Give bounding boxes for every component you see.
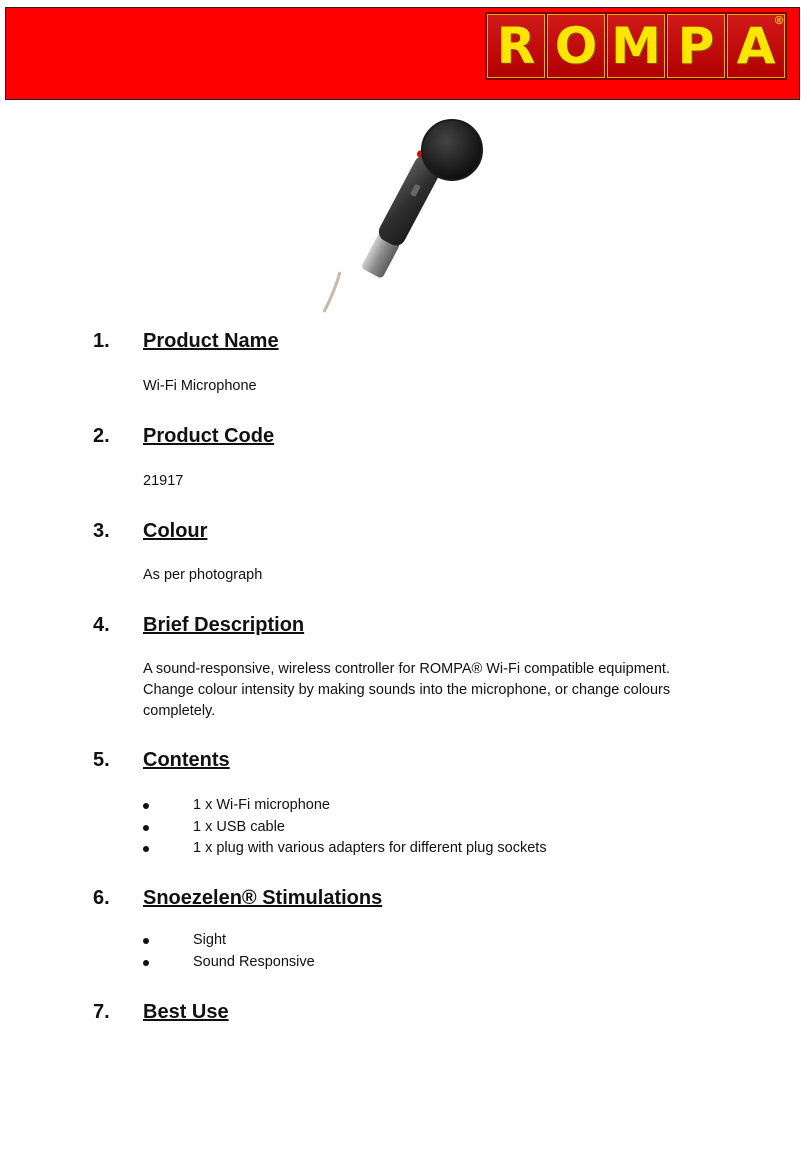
section-brief-description — [0, 614, 808, 642]
list-item: 1 x Wi-Fi microphone — [143, 795, 547, 817]
section-number: 4. — [93, 614, 110, 636]
product-code-value: 21917 — [143, 473, 184, 489]
logo-tile: A — [727, 14, 785, 78]
description-line: Change colour intensity by making sounds into the microphone, or change colours — [143, 682, 671, 698]
section-product-name — [0, 330, 808, 358]
stimulations-list — [143, 930, 315, 973]
list-item: 1 x USB cable — [143, 817, 547, 839]
description-text — [143, 659, 723, 722]
list-item: Sound Responsive — [143, 952, 315, 974]
section-title: Product Name — [143, 330, 279, 352]
logo-tile: R — [487, 14, 545, 78]
section-contents — [0, 749, 808, 777]
section-title: Best Use — [143, 1001, 229, 1023]
list-item: Sight — [143, 930, 315, 952]
section-product-code — [0, 425, 808, 453]
contents-list — [143, 795, 547, 860]
product-name-value: Wi-Fi Microphone — [143, 378, 257, 394]
section-title: Colour — [143, 520, 208, 542]
section-title: Product Code — [143, 425, 275, 447]
section-number: 3. — [93, 520, 110, 542]
bullet-icon — [143, 803, 149, 809]
bullet-icon — [143, 960, 149, 966]
product-photo-microphone — [310, 112, 502, 314]
list-item: 1 x plug with various adapters for different plug sockets — [143, 838, 547, 860]
registered-mark: ® — [774, 15, 783, 27]
section-title: Snoezelen® Stimulations — [143, 887, 383, 909]
rompa-logo — [485, 12, 787, 80]
logo-tile: M — [607, 14, 665, 78]
logo-tile: O — [547, 14, 605, 78]
bullet-icon — [143, 825, 149, 831]
section-best-use — [0, 1001, 808, 1029]
section-title: Brief Description — [143, 614, 305, 636]
logo-tile: P — [667, 14, 725, 78]
description-line: A sound-responsive, wireless controller for ROMPA® Wi-Fi compatible equipment. — [143, 661, 670, 677]
section-number: 7. — [93, 1001, 110, 1023]
section-number: 1. — [93, 330, 110, 352]
bullet-icon — [143, 938, 149, 944]
colour-value: As per photograph — [143, 567, 263, 583]
section-number: 5. — [93, 749, 110, 771]
section-title: Contents — [143, 749, 230, 771]
section-number: 6. — [93, 887, 110, 909]
section-number: 2. — [93, 425, 110, 447]
section-colour — [0, 520, 808, 548]
bullet-icon — [143, 846, 149, 852]
section-snoezelen-stimulations — [0, 887, 808, 915]
description-line: completely. — [143, 703, 216, 719]
